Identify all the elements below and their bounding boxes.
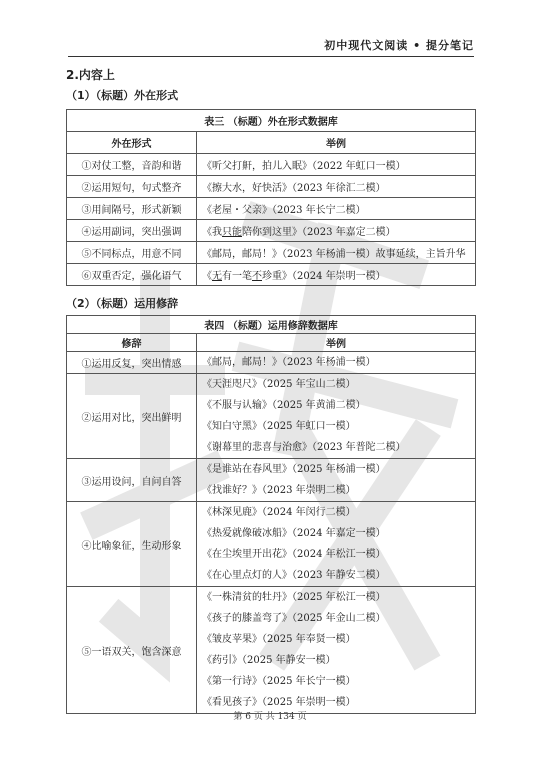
emphasized-word: 无 [212,271,222,282]
table-row [67,154,476,176]
table-row [67,176,476,198]
example-text: 陪你到这里》（2023 年嘉定二模） [242,227,396,238]
example-cell [197,587,476,714]
header-title: 初中现代文阅读 • 提分笔记 [324,39,474,52]
table3-col-form: 外在形式 [67,132,197,154]
form-cell: ②运用短句，句式整齐 [67,176,197,198]
example-item: 《在心里点灯的人》（2023 年静安二模） [202,570,386,581]
form-cell: ⑤不同标点，用意不同 [67,242,197,264]
form-cell: ③用间隔号，形式新颖 [67,198,197,220]
table4-col-rhetoric: 修辞 [67,334,197,352]
form-cell: ①对仗工整，音韵和谐 [67,154,197,176]
table-row [67,352,476,374]
example-item: 《一株清贫的牡丹》（2025 年松江一模） [202,592,386,603]
example-text: 有一笔 [222,271,252,282]
rhetoric-cell: ②运用对比，突出鲜明 [67,374,197,459]
table4-caption: 表四 （标题）运用修辞数据库 [67,316,476,334]
table4-col-example: 举例 [197,334,476,352]
example-cell [197,459,476,502]
example-item: 《是谁站在春风里》（2025 年杨浦一模） [202,464,386,475]
example-cell [197,502,476,587]
table-row [67,587,476,714]
table-row [67,198,476,220]
example-item: 《谢幕里的悲喜与治愈》（2023 年普陀二模） [202,442,406,453]
table-row [67,374,476,459]
part1-title: （1）（标题）外在形式 [66,89,179,102]
section-title: 2.内容上 [66,68,115,82]
rhetoric-cell: ⑤一语双关，饱含深意 [67,587,197,714]
example-cell [197,264,476,286]
example-cell [197,374,476,459]
example-item: 《药引》（2025 年静安一模） [202,655,336,666]
page-number: 第 6 页 共 134 页 [233,712,307,722]
example-cell: 《擦大水，好快活》（2023 年徐汇二模） [197,176,476,198]
example-cell [197,352,476,374]
example-item: 《孩子的膝盖弯了》（2025 年金山二模） [202,613,386,624]
example-text: 《 [202,271,212,282]
table3-col-example: 举例 [197,132,476,154]
example-item: 《在尘埃里开出花》（2024 年松江一模） [202,549,386,560]
table-row [67,220,476,242]
example-text: 珍重》（2024 年崇明一模） [262,271,386,282]
example-item: 《看见孩子》（2025 年崇明一模） [202,697,356,708]
emphasized-word: 不 [252,271,262,282]
example-cell: 《听父打鼾，拍儿入眠》（2022 年虹口一模） [197,154,476,176]
example-item: 《第一行诗》（2025 年长宁一模） [202,676,356,687]
example-item: 《皱皮苹果》（2025 年奉贤一模） [202,634,356,645]
example-item: 《林深见鹿》（2024 年闵行二模） [202,507,356,518]
example-item: 《天涯咫尺》（2025 年宝山二模） [202,379,356,390]
rhetoric-cell: ④比喻象征，生动形象 [67,502,197,587]
example-cell [197,220,476,242]
example-item: 《知白守黑》（2025 年虹口一模） [202,421,356,432]
part2-title: （2）（标题）运用修辞 [66,297,179,310]
table-row [67,242,476,264]
example-text: 《我 [202,227,222,238]
rhetoric-cell: ①运用反复，突出情感 [67,352,197,374]
form-cell: ④运用副词，突出强调 [67,220,197,242]
table-rhetoric [66,315,476,714]
table-outer-form [66,109,476,286]
rhetoric-cell: ③运用设问，自问自答 [67,459,197,502]
table-row [67,264,476,286]
example-cell: 《老屋・父亲》（2023 年长宁二模） [197,198,476,220]
form-cell: ⑥双重否定，强化语气 [67,264,197,286]
example-item: 《热爱就像破冰船》（2024 年嘉定一模） [202,528,386,539]
example-item: 《找谁好？》（2023 年崇明二模） [202,485,356,496]
table-row [67,459,476,502]
example-item: 《不服与认输》（2025 年黄浦二模） [202,400,366,411]
emphasized-word: 只能 [222,227,242,238]
example-item: 《邮局，邮局！》（2023 年杨浦一模） [202,357,376,368]
example-cell: 《邮局，邮局！》（2023 年杨浦一模）故事延续，主旨升华 [197,242,476,264]
page-header [68,34,474,57]
table3-caption: 表三 （标题）外在形式数据库 [67,110,476,132]
table-row [67,502,476,587]
page-content [66,60,475,714]
